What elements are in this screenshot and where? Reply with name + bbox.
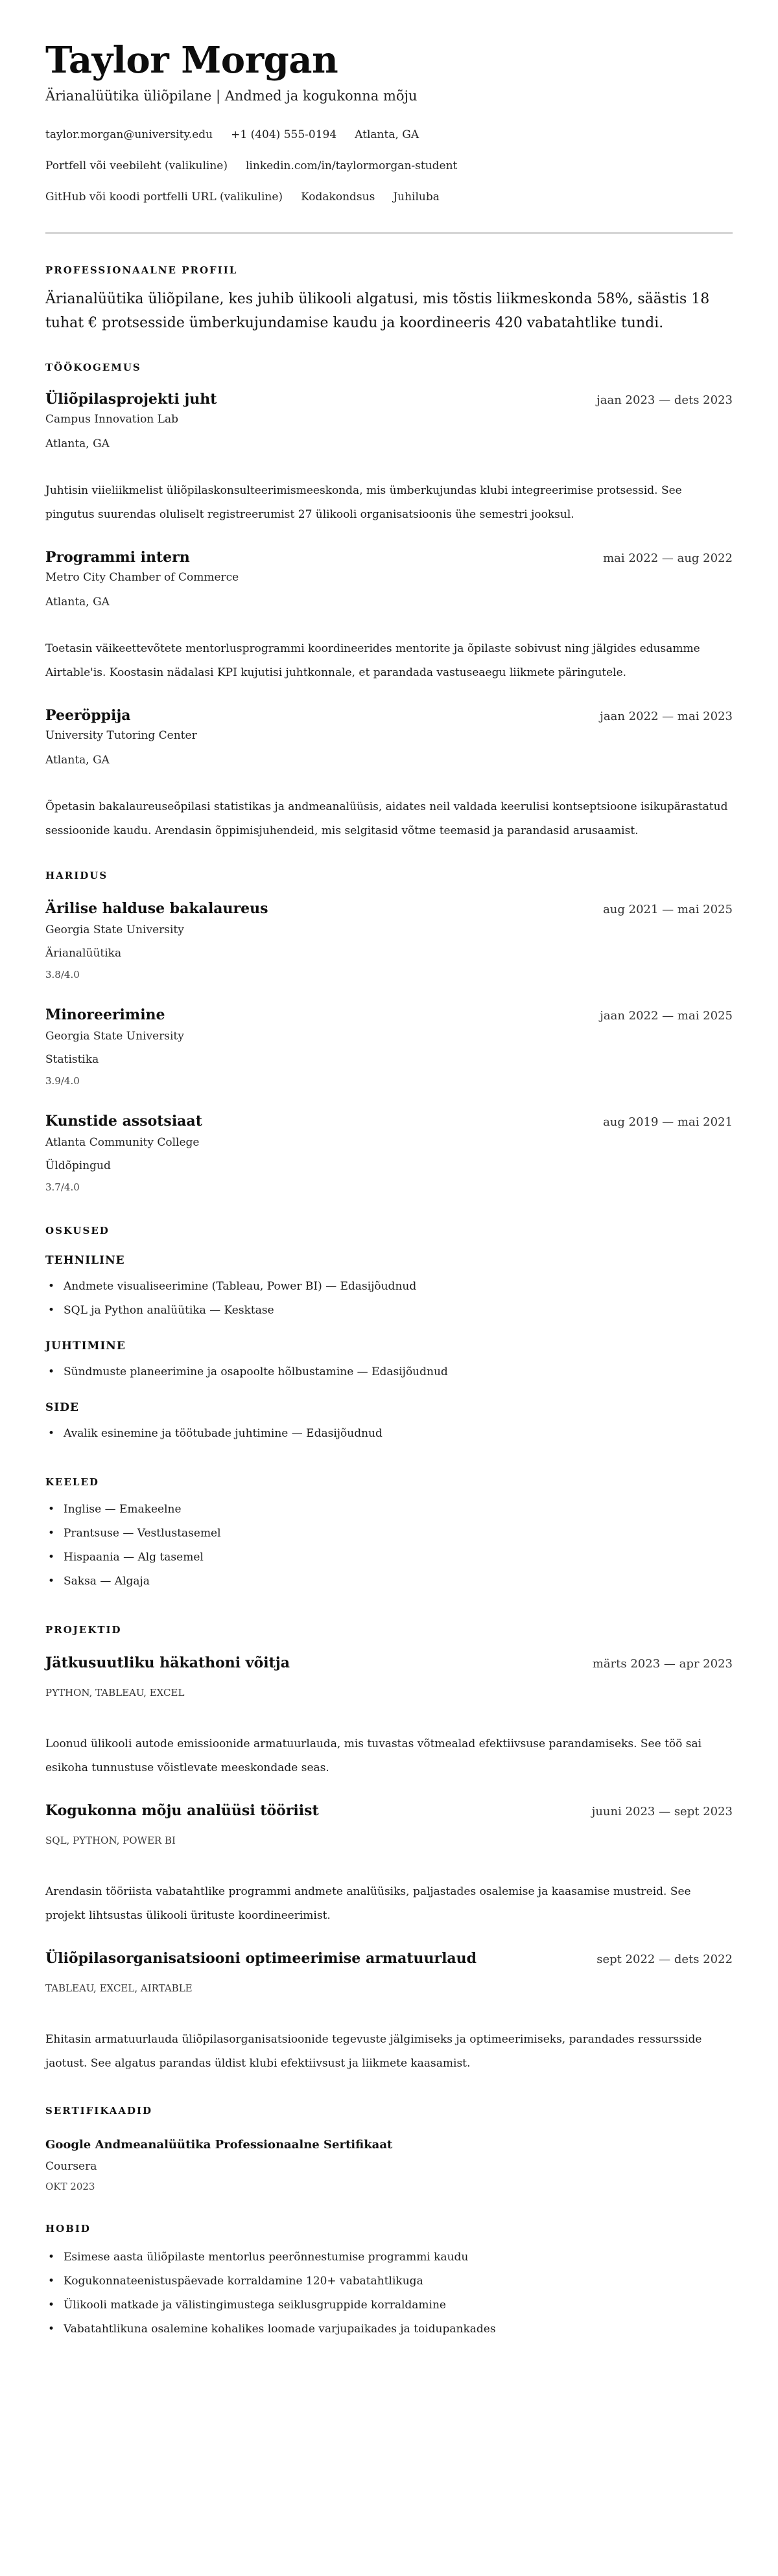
language-item: • Prantsuse — Vestlustasemel — [45, 1522, 733, 1546]
section-hobbies — [45, 2222, 733, 2341]
contact-phone[interactable]: +1 (404) 555-0194 — [231, 128, 337, 141]
gpa: 3.8/4.0 — [45, 969, 80, 981]
skill-group-technical — [45, 1253, 733, 1323]
language-list — [45, 1498, 733, 1594]
field-of-study: Statistika — [45, 1053, 99, 1066]
section-title-skills: OSKUSED — [45, 1225, 110, 1236]
section-skills — [45, 1224, 733, 1446]
job-dates: jaan 2023 — dets 2023 — [596, 393, 733, 407]
school-name: Atlanta Community College — [45, 1136, 200, 1149]
job-location: Atlanta, GA — [45, 437, 110, 450]
degree-title: Kunstide assotsiaat — [45, 1113, 202, 1130]
project-tech-tags: SQL, PYTHON, POWER BI — [45, 1835, 176, 1846]
skill-group-leadership — [45, 1338, 733, 1384]
contact-citizenship: Kodakondsus — [301, 191, 375, 203]
skill-item: • SQL ja Python analüütika — Kesktase — [45, 1299, 733, 1323]
job-company: Campus Innovation Lab — [45, 413, 178, 426]
job-location: Atlanta, GA — [45, 754, 110, 767]
profile-summary: Ärianalüütika üliõpilane, kes juhib ülikooli algatusi, mis tõstis liikmeskonda 58%, säästis 18 tuhat € protsesside ümberkujundamise kaudu ja koordineeris 420 vabatahtlike tundi. — [45, 291, 710, 331]
job-description: Toetasin väikeettevõtete mentorlusprogrammi koordineerides mentorite ja õpilaste sobivust ning jälgides edusamme Airtable'is. Koostasin nädalasi KPI kujutisi juhtkonnale, et parandada vastuseaegu liikmete päringutele. — [45, 642, 700, 679]
experience-entry — [45, 706, 733, 843]
education-dates: jaan 2022 — mai 2025 — [600, 1009, 733, 1023]
certification-date: OKT 2023 — [45, 2181, 95, 2192]
job-description: Juhtisin viieliikmelist üliõpilaskonsulteerimismeeskonda, mis ümberkujundas klubi integreerimise protsessid. See pingutus suurendas oluliselt registreerumist 27 ülikooli organisatsioonis ühe semestri jooksul. — [45, 484, 682, 521]
section-title-education: HARIDUS — [45, 870, 108, 881]
degree-title: Ärilise halduse bakalaureus — [45, 900, 268, 917]
contact-github[interactable]: GitHub või koodi portfelli URL (valikuline) — [45, 191, 283, 203]
gpa: 3.9/4.0 — [45, 1075, 80, 1087]
certification-name: Google Andmeanalüütika Professionaalne Sertifikaat — [45, 2138, 393, 2152]
gpa: 3.7/4.0 — [45, 1181, 80, 1193]
section-certifications — [45, 2104, 733, 2194]
job-dates: mai 2022 — aug 2022 — [603, 551, 733, 565]
job-title: Programmi intern — [45, 549, 190, 566]
project-tech-tags: PYTHON, TABLEAU, EXCEL — [45, 1687, 185, 1699]
resume-header — [45, 38, 733, 205]
section-title-projects: PROJEKTID — [45, 1624, 122, 1636]
education-entry — [45, 1005, 733, 1088]
job-company: University Tutoring Center — [45, 729, 197, 742]
project-tech-tags: TABLEAU, EXCEL, AIRTABLE — [45, 1982, 193, 1994]
language-item: • Hispaania — Alg tasemel — [45, 1546, 733, 1570]
section-title-languages: KEELED — [45, 1476, 99, 1488]
education-dates: aug 2021 — mai 2025 — [603, 903, 733, 916]
project-entry — [45, 1653, 733, 1780]
candidate-name: Taylor Morgan — [45, 39, 338, 82]
degree-title: Minoreerimine — [45, 1006, 165, 1023]
section-title-profile: PROFESSIONAALNE PROFIIL — [45, 264, 238, 276]
candidate-headline: Ärianalüütika üliõpilane | Andmed ja kogukonna mõju — [45, 88, 418, 104]
skill-item: • Andmete visualiseerimine (Tableau, Power BI) — Edasijõudnud — [45, 1275, 733, 1299]
education-dates: aug 2019 — mai 2021 — [603, 1115, 733, 1129]
skill-group-communication — [45, 1400, 733, 1446]
section-title-hobbies: HOBID — [45, 2223, 91, 2234]
job-dates: jaan 2022 — mai 2023 — [600, 710, 733, 723]
job-title: Üliõpilasprojekti juht — [45, 391, 217, 408]
certification-issuer: Coursera — [45, 2160, 97, 2173]
hobby-list — [45, 2245, 733, 2341]
project-title: Üliõpilasorganisatsiooni optimeerimise armatuurlaud — [45, 1950, 477, 1967]
project-description: Arendasin tööriista vabatahtlike programmi andmete analüüsiks, paljastades osalemise ja kaasamise mustreid. See projekt lihtsustas ülikooli ürituste koordineerimist. — [45, 1885, 691, 1922]
skill-list — [45, 1360, 733, 1384]
contact-location: Atlanta, GA — [355, 128, 419, 141]
school-name: Georgia State University — [45, 923, 184, 936]
experience-entry — [45, 548, 733, 685]
experience-entry — [45, 389, 733, 527]
skill-group-title: JUHTIMINE — [45, 1340, 126, 1352]
project-title: Kogukonna mõju analüüsi tööriist — [45, 1802, 319, 1819]
header-divider — [45, 232, 733, 234]
section-languages — [45, 1476, 733, 1594]
certification-entry — [45, 2137, 733, 2194]
language-item: • Inglise — Emakeelne — [45, 1498, 733, 1522]
hobby-item: • Esimese aasta üliõpilaste mentorlus peerõnnestumise programmi kaudu — [45, 2245, 733, 2269]
language-item: • Saksa — Algaja — [45, 1570, 733, 1594]
hobby-item: • Ülikooli matkade ja välistingimustega seiklusgruppide korraldamine — [45, 2293, 733, 2317]
contact-email[interactable]: taylor.morgan@university.edu — [45, 128, 213, 141]
skill-group-title: TEHNILINE — [45, 1254, 125, 1267]
project-dates: sept 2022 — dets 2022 — [596, 1953, 733, 1966]
project-description: Ehitasin armatuurlauda üliõpilasorganisatsioonide tegevuste jälgimiseks ja optimeerimiseks, parandades ressursside jaotust. See algatus parandas üldist klubi efektiivsust ja liikmete kaasamist. — [45, 2033, 702, 2070]
contact-linkedin[interactable]: linkedin.com/in/taylormorgan-student — [246, 159, 458, 172]
job-title: Peeröppija — [45, 707, 131, 724]
section-experience — [45, 361, 733, 843]
skill-item: • Avalik esinemine ja töötubade juhtimine — Edasijõudnud — [45, 1422, 733, 1446]
field-of-study: Üldõpingud — [45, 1159, 111, 1172]
contact-row-primary — [45, 127, 733, 143]
project-entry — [45, 1949, 733, 2076]
project-title: Jätkusuutliku häkathoni võitja — [45, 1654, 290, 1671]
project-dates: juuni 2023 — sept 2023 — [591, 1805, 733, 1818]
contact-portfolio[interactable]: Portfell või veebileht (valikuline) — [45, 159, 228, 172]
skill-item: • Sündmuste planeerimine ja osapoolte hõlbustamine — Edasijõudnud — [45, 1360, 733, 1384]
section-title-certifications: SERTIFIKAADID — [45, 2105, 153, 2117]
hobby-item: • Vabatahtlikuna osalemine kohalikes loomade varjupaikades ja toidupankades — [45, 2317, 733, 2341]
contact-row-links — [45, 158, 733, 174]
skill-list — [45, 1422, 733, 1446]
project-entry — [45, 1801, 733, 1928]
project-description: Loonud ülikooli autode emissioonide armatuurlauda, mis tuvastas võtmealad efektiivsuse parandamiseks. See töö sai esikoha tunnustuse võistlevate meeskondade seas. — [45, 1737, 702, 1774]
hobby-item: • Kogukonnateenistuspäevade korraldamine 120+ vabatahtlikuga — [45, 2269, 733, 2293]
education-entry — [45, 899, 733, 982]
education-entry — [45, 1111, 733, 1194]
contact-row-extra — [45, 189, 733, 205]
job-description: Õpetasin bakalaureuseõpilasi statistikas ja andmeanalüüsis, aidates neil valdada keerulisi kontseptsioone isikupärastatud sessioonide kaudu. Arendasin õppimisjuhendeid, mis selgitasid võtme teemasid ja parandasid arusaamist. — [45, 800, 728, 837]
skill-list — [45, 1275, 733, 1323]
project-dates: märts 2023 — apr 2023 — [592, 1657, 733, 1671]
section-projects — [45, 1623, 733, 2076]
job-company: Metro City Chamber of Commerce — [45, 571, 239, 584]
section-title-experience: TÖÖKOGEMUS — [45, 362, 141, 373]
skill-group-title: SIDE — [45, 1401, 79, 1414]
field-of-study: Ärianalüütika — [45, 947, 122, 960]
section-education — [45, 869, 733, 1194]
school-name: Georgia State University — [45, 1030, 184, 1043]
section-profile — [45, 264, 733, 335]
contact-drivers-license: Juhiluba — [393, 191, 440, 203]
job-location: Atlanta, GA — [45, 596, 110, 609]
